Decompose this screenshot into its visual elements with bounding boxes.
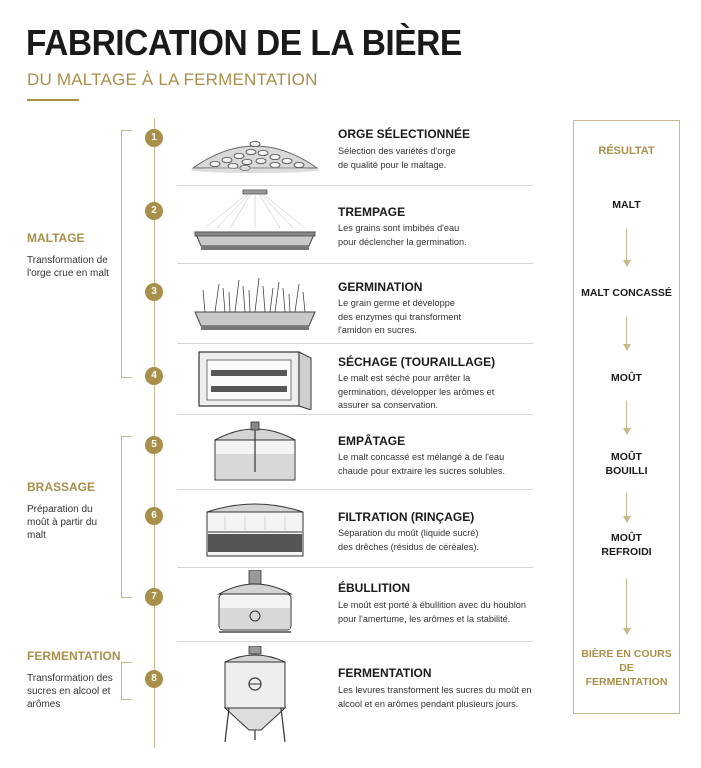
result-malt: MALT <box>612 199 641 211</box>
phase-maltage-desc: Transformation de l'orge crue en malt <box>27 255 109 279</box>
result-panel <box>573 120 680 714</box>
step-separator <box>177 414 533 415</box>
page-subtitle: DU MALTAGE À LA FERMENTATION <box>27 70 318 89</box>
step-separator <box>177 185 533 186</box>
drying-kiln-icon <box>185 348 325 410</box>
step-7-title: ÉBULLITION <box>338 581 410 595</box>
result-mout-refroidi: MOÛT REFROIDI <box>601 532 652 558</box>
step-6-desc: Séparation du moût (liquide sucré) des drêches (résidus de céréales). <box>338 528 479 552</box>
step-1-desc: Sélection des variétés d'orge de qualité pour le maltage. <box>338 146 456 170</box>
title-underline <box>27 99 79 101</box>
result-heading: RÉSULTAT <box>598 145 655 157</box>
result-mout-bouilli: MOÛT BOUILLI <box>605 451 648 477</box>
step-4-number: 4 <box>145 367 163 385</box>
fermentation-tank-icon <box>185 646 325 744</box>
step-8-desc: Les levures transforment les sucres du moût en alcool et en arômes pendant plusieurs jours. <box>338 685 532 709</box>
step-8-number: 8 <box>145 670 163 688</box>
down-arrow-icon <box>626 401 627 429</box>
page-title: FABRICATION DE LA BIÈRE <box>26 22 462 63</box>
phase-brassage-desc: Préparation du moût à partir du malt <box>27 504 98 541</box>
step-7-number: 7 <box>145 588 163 606</box>
step-6-number: 6 <box>145 507 163 525</box>
step-5-number: 5 <box>145 436 163 454</box>
step-separator <box>177 343 533 344</box>
step-separator <box>177 489 533 490</box>
step-2-desc: Les grains sont imbibés d'eau pour déclencher la germination. <box>338 223 467 247</box>
result-mout: MOÛT <box>611 372 642 384</box>
phase-maltage-name: MALTAGE <box>27 231 85 245</box>
step-1-title: ORGE SÉLECTIONNÉE <box>338 127 471 141</box>
result-biere-fermentation: BIÈRE EN COURS DE FERMENTATION <box>581 648 672 688</box>
germination-bed-icon <box>185 266 325 334</box>
mash-tun-icon <box>185 420 325 484</box>
step-2-number: 2 <box>145 202 163 220</box>
step-separator <box>177 641 533 642</box>
down-arrow-icon <box>626 493 627 517</box>
step-3-number: 3 <box>145 283 163 301</box>
fermentation-bracket <box>121 662 132 700</box>
down-arrow-icon <box>626 317 627 345</box>
phase-fermentation-name: FERMENTATION <box>27 649 121 663</box>
step-7-desc: Le moût est porté à ébullition avec du houblon pour l'amertume, les arômes et la stabilité. <box>338 600 526 624</box>
step-8-title: FERMENTATION <box>338 666 432 680</box>
result-malt-concasse: MALT CONCASSÉ <box>581 287 672 299</box>
step-4-desc: Le malt est séché pour arrêter la germination, développer les arômes et assurer sa conservation. <box>338 373 495 410</box>
lauter-tun-icon <box>185 494 325 560</box>
step-2-title: TREMPAGE <box>338 205 406 219</box>
steeping-tank-icon <box>185 188 325 256</box>
step-6-title: FILTRATION (RINÇAGE) <box>338 510 475 524</box>
step-separator <box>177 567 533 568</box>
step-3-desc: Le grain germe et développe des enzymes qui transforment l'amidon en sucres. <box>338 298 462 335</box>
barley-grain-pile-icon <box>185 128 325 176</box>
step-1-number: 1 <box>145 129 163 147</box>
phase-brassage-name: BRASSAGE <box>27 480 96 494</box>
step-5-desc: Le malt concassé est mélangé à de l'eau chaude pour extraire les sucres solubles. <box>338 452 505 476</box>
step-4-title: SÉCHAGE (TOURAILLAGE) <box>338 355 496 369</box>
brew-kettle-icon <box>185 570 325 638</box>
maltage-bracket <box>121 130 132 378</box>
phase-fermentation-desc: Transformation des sucres en alcool et arômes <box>27 673 113 710</box>
down-arrow-icon <box>626 579 627 629</box>
brassage-bracket <box>121 436 132 598</box>
down-arrow-icon <box>626 229 627 261</box>
step-separator <box>177 263 533 264</box>
step-3-title: GERMINATION <box>338 280 423 294</box>
step-5-title: EMPÂTAGE <box>338 434 406 448</box>
